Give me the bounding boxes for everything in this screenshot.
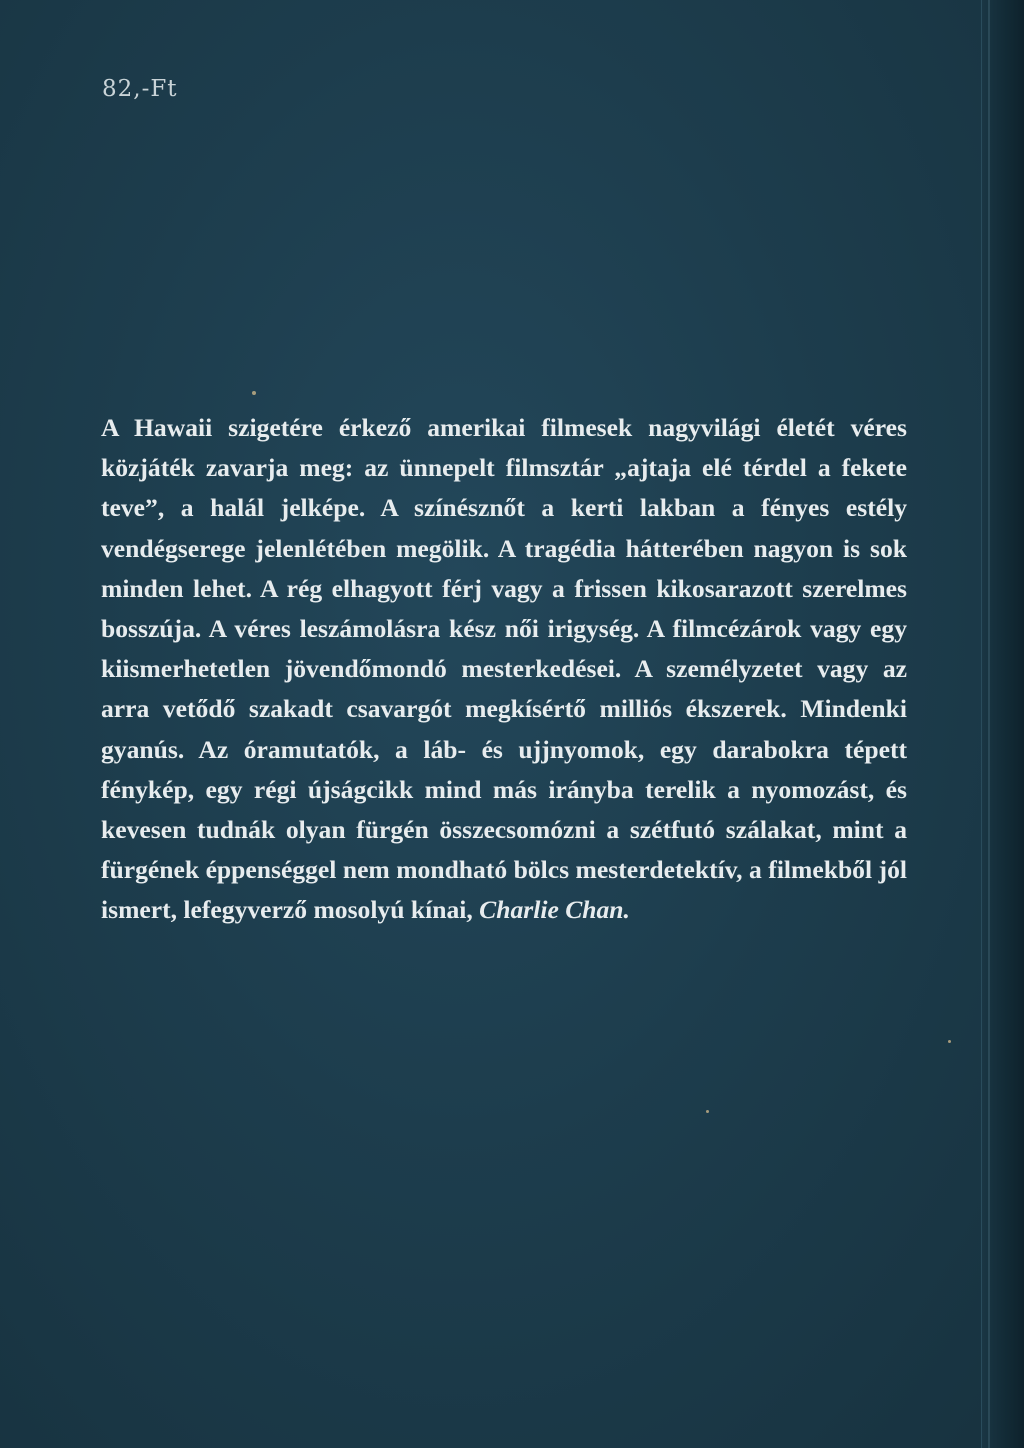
detective-name: Charlie Chan. bbox=[479, 895, 630, 925]
spine-crease bbox=[988, 0, 990, 1448]
price-label: 82,-Ft bbox=[102, 76, 178, 102]
blurb-text: A Hawaii szigetére érkező amerikai filmesek nagyvilági életét véres közjáték zavarja meg: az ünnepelt filmsztár „ajtaja elé térdel a fekete teve”, a halál jelképe. A színésznőt a kerti lakban a fényes estély vendégserege jelenlétében megölik. A tragédia hátterében nagyon is sok minden lehet. A rég elhagyott férj vagy a frissen kikosarazott szerelmes bosszúja. A véres leszámolásra kész női irigység. A filmcézárok vagy egy kiismerhetetlen jövendőmondó mesterkedései. A személyzetet vagy az arra vetődő szakadt csavargót megkísértő milliós ékszerek. Mindenki gyanús. Az óramutatók, a láb- és ujjnyomok, egy darabokra tépett fénykép, egy régi újságcikk mind más irányba terelik a nyomozást, és kevesen tudnák olyan fürgén összecsomózni a szétfutó szálakat, mint a fürgének éppenséggel nem mondható bölcs mesterdetektív, a filmekből jól ismert, lefegyverző mosolyú kínai, bbox=[101, 413, 907, 925]
paper-speck bbox=[948, 1040, 951, 1043]
paper-speck bbox=[706, 1110, 709, 1113]
blurb-paragraph bbox=[101, 408, 907, 931]
paper-speck bbox=[252, 391, 256, 395]
